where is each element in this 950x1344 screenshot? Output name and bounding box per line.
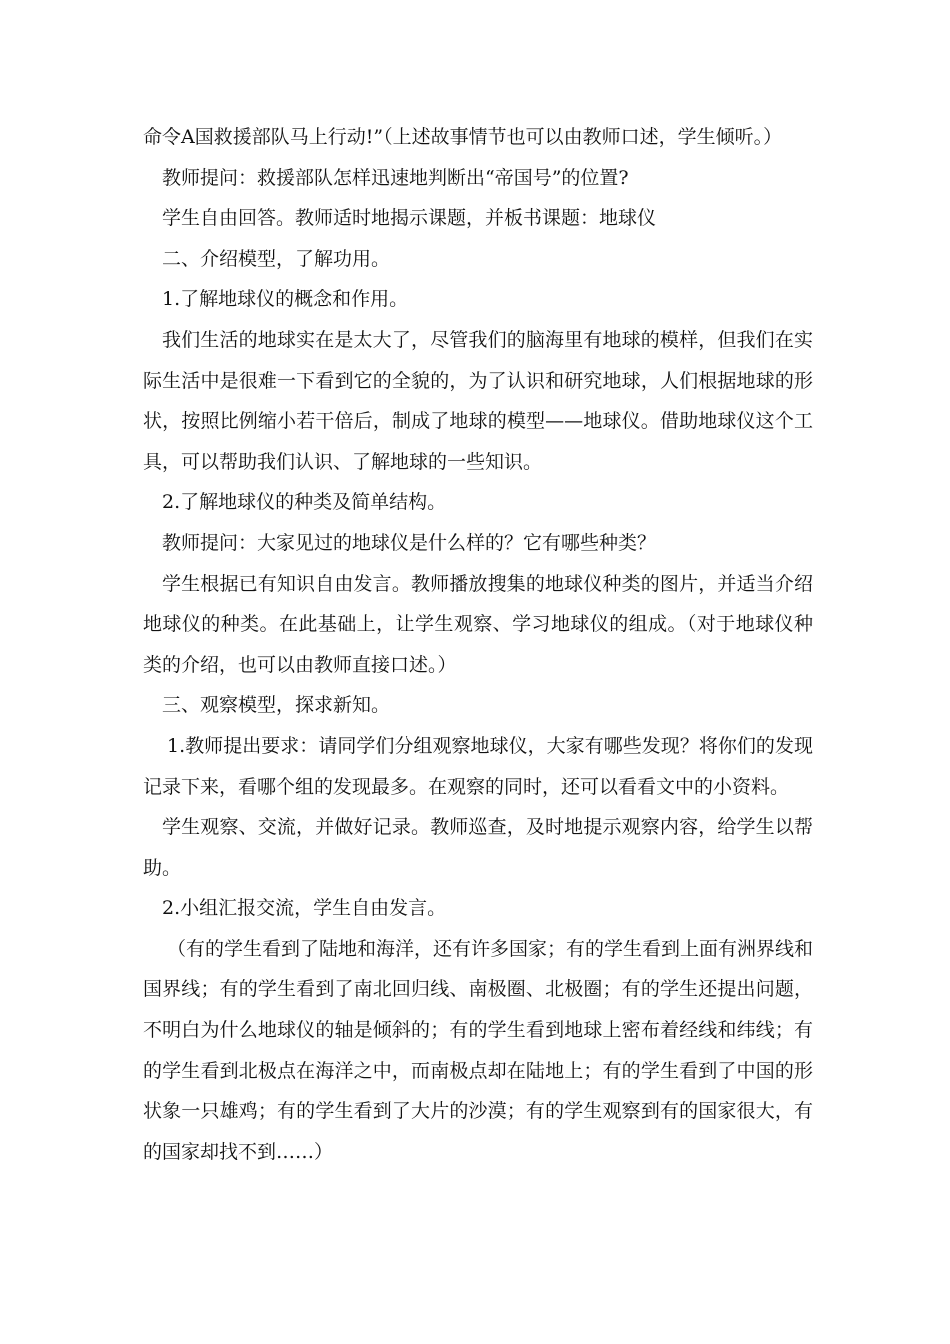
paragraph-student-observe: 学生观察、交流，并做好记录。教师巡查，及时地提示观察内容，给学生以帮助。 <box>143 816 813 879</box>
section-heading-3: 三、观察模型，探求新知。 <box>162 694 391 717</box>
paragraph-observations: （有的学生看到了陆地和海洋，还有许多国家；有的学生看到上面有洲界线和国界线；有的学生看到了南北回归线、南极圈、北极圈；有的学生还提出问题，不明白为什么地球仪的轴是倾斜的；有的学生看到地球上密布着经线和纬线；有的学生看到北极点在海洋之中，而南极点却在陆地上；有的学生看到了中国的形状象一只雄鸡；有的学生看到了大片的沙漠；有的学生观察到有的国家很大，有的国家却找不到……） <box>143 937 814 1163</box>
document-body <box>143 117 813 1172</box>
subheading-3-1: 1.教师提出要求：请同学们分组观察地球仪，大家有哪些发现？将你们的发现记录下来，看哪个组的发现最多。在观察的同时，还可以看看文中的小资料。 <box>143 734 813 798</box>
paragraph-student-answer-1: 学生自由回答。教师适时地揭示课题，并板书课题：地球仪 <box>162 207 657 230</box>
section-heading-2: 二、介绍模型，了解功用。 <box>162 247 391 270</box>
subheading-2-1: 1.了解地球仪的概念和作用。 <box>162 288 409 311</box>
paragraph-globe-concept: 我们生活的地球实在是太大了，尽管我们的脑海里有地球的模样，但我们在实际生活中是很难一下看到它的全貌的，为了认识和研究地球，人们根据地球的形状，按照比例缩小若干倍后，制成了地球的模型——地球仪。借助地球仪这个工具，可以帮助我们认识、了解地球的一些知识。 <box>143 328 813 473</box>
paragraph-student-discussion: 学生根据已有知识自由发言。教师播放搜集的地球仪种类的图片，并适当介绍地球仪的种类。在此基础上，让学生观察、学习地球仪的组成。（对于地球仪种类的介绍，也可以由教师直接口述。） <box>143 572 813 676</box>
paragraph-story-end: 命令A国救援部队马上行动!”（上述故事情节也可以由教师口述，学生倾听。） <box>143 126 783 148</box>
subheading-3-2: 2.小组汇报交流，学生自由发言。 <box>162 897 447 920</box>
paragraph-teacher-question-1: 教师提问：救援部队怎样迅速地判断出“帝国号”的位置? <box>162 166 629 189</box>
subheading-2-2: 2.了解地球仪的种类及简单结构。 <box>162 491 447 514</box>
paragraph-teacher-question-2: 教师提问：大家见过的地球仪是什么样的？它有哪些种类？ <box>162 531 657 554</box>
